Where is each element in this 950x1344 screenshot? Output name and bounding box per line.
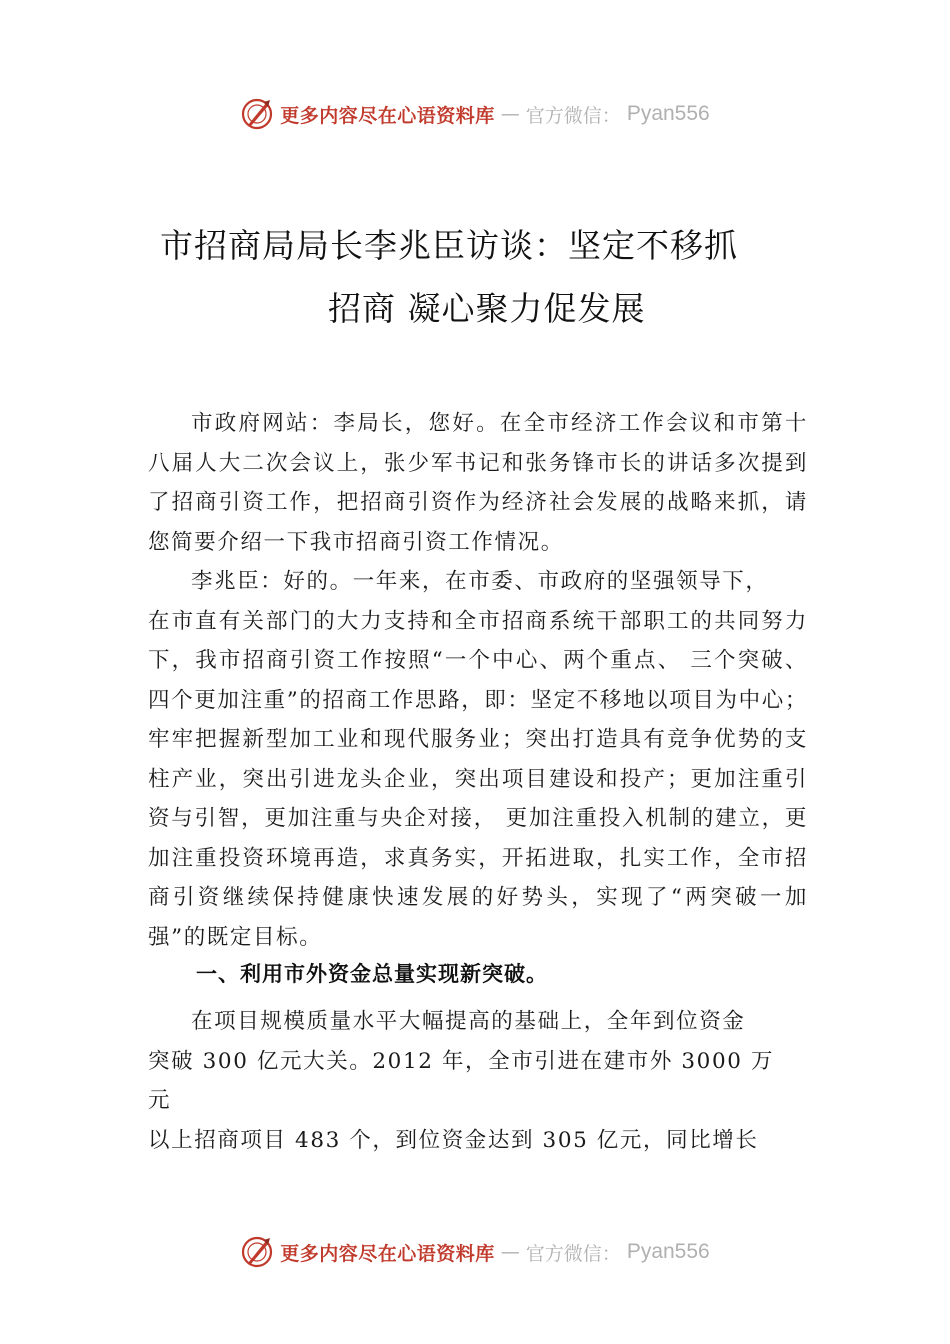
footer-banner-wechat-id: Pyan556 — [626, 1240, 710, 1263]
banner-brand: 更多内容尽在心语资料库 — [280, 104, 495, 127]
document-title-line2: 招商 凝心聚力促发展 — [328, 289, 646, 328]
paragraph-1-block — [148, 404, 808, 562]
section-heading: 一、利用市外资金总量实现新突破。 — [196, 962, 548, 986]
paragraph-2-first-line: 李兆臣：好的。一年来，在市委、市政府的坚强领导下， — [191, 569, 769, 594]
footer-banner — [0, 1232, 950, 1272]
paragraph-2-body: 在市直有关部门的大力支持和全市招商系统干部职工的共同努力下，我市招商引资工作按照“一个中心、两个重点、 三个突破、四个更加注重”的招商工作思路，即：坚定不移地以项目为中心；牢牢把握新型加工业和现代服务业；突出打造具有竞争优势的支柱产业，突出引进龙头企业，突出项目建设和投产；更加注重引资与引智，更加注重与央企对接， 更加注重投入机制的建立，更加注重投资环境再造，求真务实，开拓进取，扎实工作，全市招商引资继续保持健康快速发展的好势头，实现了“两突破一加强”的既定目标。 — [148, 608, 808, 950]
paragraph-3-line1: 在项目规模质量水平大幅提高的基础上，全年到位资金 — [191, 1009, 746, 1034]
banner-label: 官方微信： — [525, 104, 621, 127]
banner-dash: — — [500, 103, 520, 125]
paragraph-3-block — [148, 1002, 808, 1160]
paragraph-3-line3: 元 — [148, 1088, 172, 1113]
footer-banner-label: 官方微信： — [525, 1242, 621, 1265]
footer-banner-dash: — — [500, 1241, 520, 1263]
header-banner — [0, 94, 950, 134]
document-title-line1: 市招商局局长李兆臣访谈：坚定不移抓 — [160, 226, 738, 265]
paragraph-3-line4: 以上招商项目 483 个，到位资金达到 305 亿元，同比增长 — [148, 1127, 759, 1153]
quill-seal-icon — [240, 97, 274, 131]
paragraph-3-line2: 突破 300 亿元大关。2012 年，全市引进在建市外 3000 万 — [148, 1048, 775, 1074]
footer-banner-brand: 更多内容尽在心语资料库 — [280, 1242, 495, 1265]
quill-seal-icon — [240, 1235, 274, 1269]
paragraph-2-block — [148, 562, 808, 957]
paragraph-1: 市政府网站：李局长，您好。在全市经济工作会议和市第十八届人大二次会议上，张少军书记和张务锋市长的讲话多次提到了招商引资工作，把招商引资作为经济社会发展的战略来抓，请您简要介绍一下我市招商引资工作情况。 — [148, 411, 808, 555]
banner-wechat-id: Pyan556 — [626, 102, 710, 125]
